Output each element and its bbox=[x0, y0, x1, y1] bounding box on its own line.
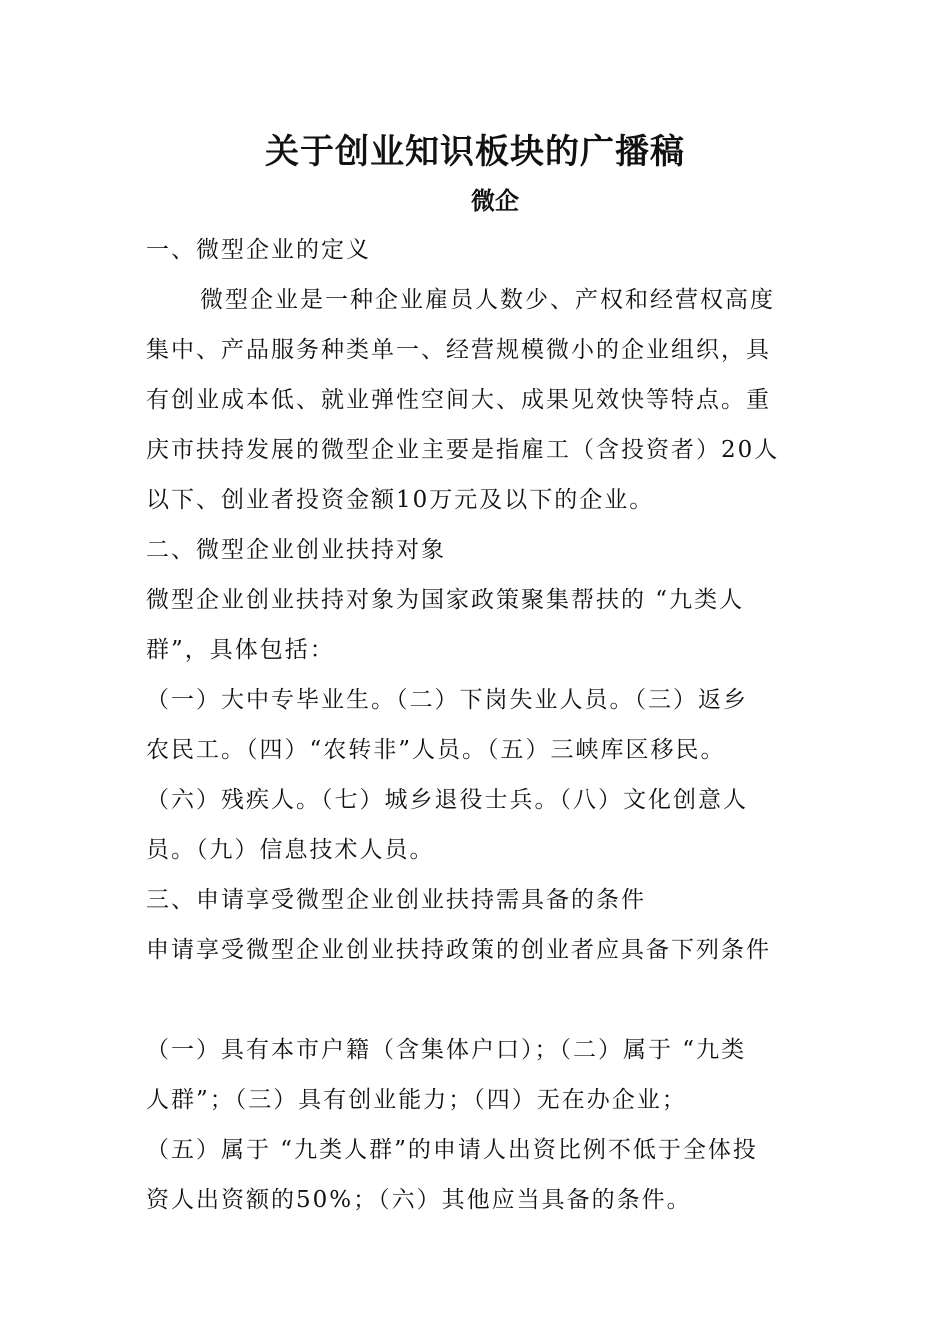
paragraph-line: 微型企业是一种企业雇员人数少、产权和经营权高度 bbox=[200, 287, 775, 313]
paragraph-line: 资人出资额的50%；（六）其他应当具备的条件。 bbox=[146, 1187, 692, 1213]
paragraph-line: （一）具有本市户籍（含集体户口）；（二）属于 “九类 bbox=[146, 1037, 747, 1063]
paragraph-line: 员。（九）信息技术人员。 bbox=[146, 837, 435, 863]
section-heading: 三、申请享受微型企业创业扶持需具备的条件 bbox=[146, 887, 646, 913]
paragraph-line: 微型企业创业扶持对象为国家政策聚集帮扶的 “九类人 bbox=[146, 587, 745, 613]
section-heading: 一、微型企业的定义 bbox=[146, 237, 371, 263]
paragraph-line: 群”，具体包括： bbox=[146, 637, 335, 663]
paragraph-line: 有创业成本低、就业弹性空间大、成果见效快等特点。重 bbox=[146, 387, 771, 413]
paragraph-line: 集中、产品服务种类单一、经营规模微小的企业组织，具 bbox=[146, 337, 771, 363]
paragraph-line: （五）属于 “九类人群”的申请人出资比例不低于全体投 bbox=[146, 1137, 758, 1163]
document-subtitle: 微企 bbox=[471, 187, 519, 215]
section-heading: 二、微型企业创业扶持对象 bbox=[146, 537, 446, 563]
paragraph-line: 以下、创业者投资金额10万元及以下的企业。 bbox=[146, 487, 655, 513]
paragraph-line: 申请享受微型企业创业扶持政策的创业者应具备下列条件 bbox=[146, 937, 771, 963]
paragraph-line: （六）残疾人。（七）城乡退役士兵。（八）文化创意人 bbox=[146, 787, 748, 813]
paragraph-line: （一）大中专毕业生。（二）下岗失业人员。（三）返乡 bbox=[146, 687, 748, 713]
paragraph-line: 人群”；（三）具有创业能力；（四）无在办企业； bbox=[146, 1087, 687, 1113]
paragraph-line: 农民工。（四）“农转非”人员。（五）三峡库区移民。 bbox=[146, 737, 726, 763]
paragraph-line: 庆市扶持发展的微型企业主要是指雇工（含投资者）20人 bbox=[146, 437, 780, 463]
document-title: 关于创业知识板块的广播稿 bbox=[265, 132, 685, 172]
